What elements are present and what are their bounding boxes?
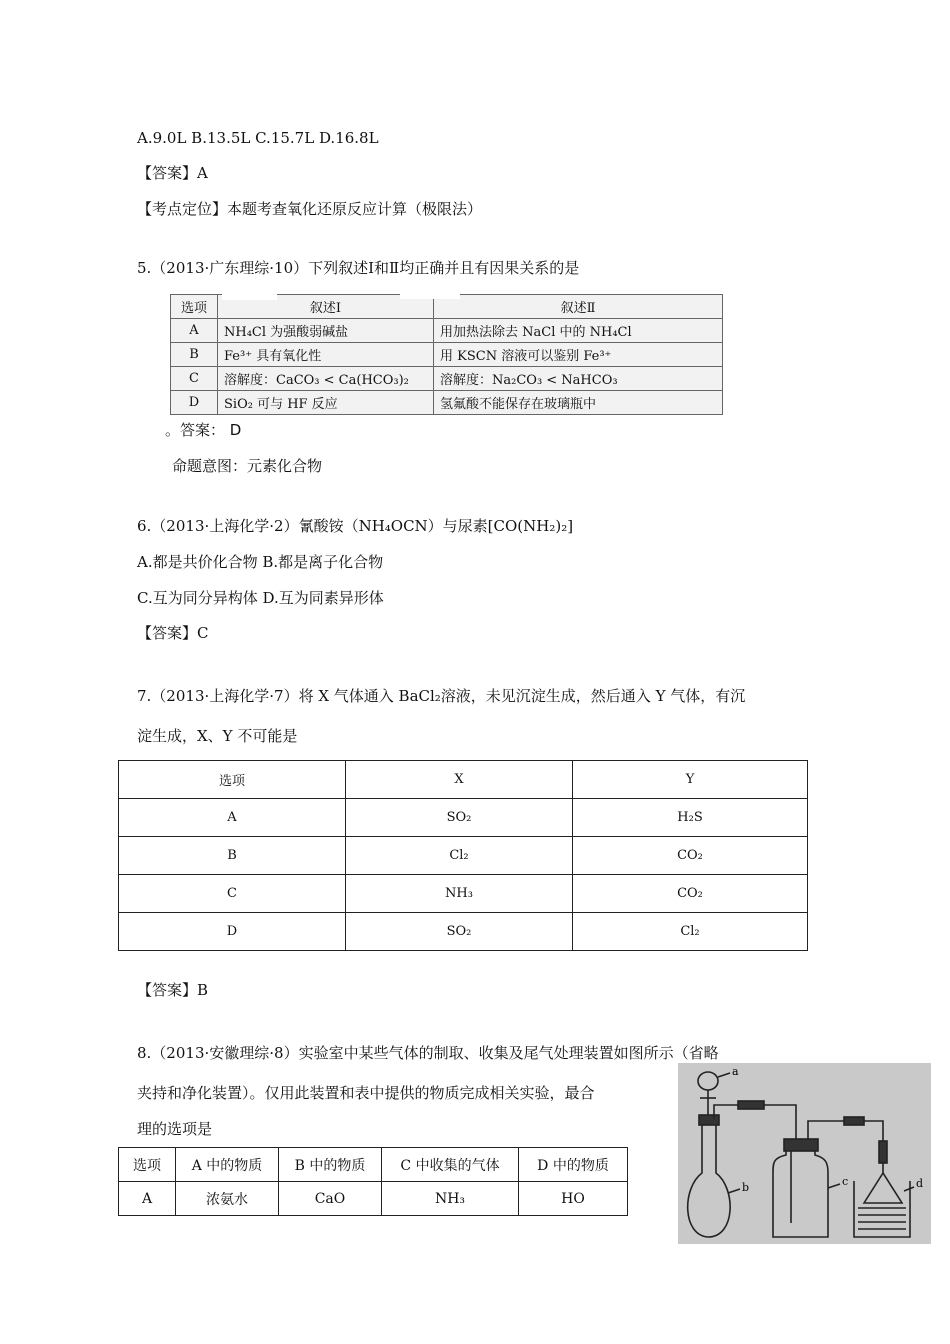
- q7-answer: 【答案】B: [137, 981, 209, 999]
- table-header: 叙述Ⅰ: [218, 295, 434, 319]
- table-cell: Fe³⁺ 具有氧化性: [218, 343, 434, 367]
- table-cell: A: [119, 1182, 176, 1216]
- table-row: [171, 319, 723, 343]
- q5-table: [170, 294, 723, 415]
- bottle-stopper: [784, 1139, 818, 1151]
- q7-stem-line2: 淀生成，X、Y 不可能是: [137, 727, 298, 745]
- q4-answer: 【答案】A: [137, 164, 208, 182]
- table-cell: HO: [519, 1182, 628, 1216]
- table-row: [119, 1182, 628, 1216]
- table-cell: Cl₂: [346, 837, 573, 875]
- table-cell: Cl₂: [573, 913, 808, 951]
- table-cell: C: [119, 875, 346, 913]
- table-header-row: [119, 761, 808, 799]
- table-cell: CaO: [279, 1182, 382, 1216]
- table-cell: A: [119, 799, 346, 837]
- label-b: b: [742, 1181, 750, 1194]
- table-header: 叙述Ⅱ: [434, 295, 723, 319]
- q5-intent: 命题意图：元素化合物: [172, 457, 323, 475]
- table-cell: 浓氨水: [176, 1182, 279, 1216]
- q8-stem-line1: 8.（2013·安徽理综·8）实验室中某些气体的制取、收集及尾气处理装置如图所示（省略: [137, 1044, 719, 1062]
- table-cell: NH₄Cl 为强酸弱碱盐: [218, 319, 434, 343]
- table-row: [119, 837, 808, 875]
- table-cell: 溶解度：Na₂CO₃ < NaHCO₃: [434, 367, 723, 391]
- table-header: X: [346, 761, 573, 799]
- q8-stem-line3: 理的选项是: [137, 1120, 213, 1138]
- table-cell: 氢氟酸不能保存在玻璃瓶中: [434, 391, 723, 415]
- table-cell: NH₃: [346, 875, 573, 913]
- q5-answer: 。答案： D: [165, 421, 242, 439]
- table-cell: NH₃: [382, 1182, 519, 1216]
- table-cell: A: [171, 319, 218, 343]
- rubber-joint-3: [879, 1141, 887, 1163]
- label-c: c: [842, 1175, 849, 1188]
- table-header: 选项: [171, 295, 218, 319]
- q7-stem-line1: 7.（2013·上海化学·7）将 X 气体通入 BaCl₂溶液，未见沉淀生成，然后通入 Y 气体，有沉: [137, 687, 746, 705]
- q8-table: [118, 1147, 628, 1216]
- table-cell: B: [119, 837, 346, 875]
- table-cell: CO₂: [573, 875, 808, 913]
- q6-stem: 6.（2013·上海化学·2）氰酸铵（NH₄OCN）与尿素[CO(NH₂)₂]: [137, 517, 574, 535]
- q6-options-ab: A.都是共价化合物 B.都是离子化合物: [137, 553, 384, 571]
- table-cell: D: [119, 913, 346, 951]
- table-cell: SO₂: [346, 913, 573, 951]
- table-cell: SO₂: [346, 799, 573, 837]
- table-cell: SiO₂ 可与 HF 反应: [218, 391, 434, 415]
- flask-stopper: [699, 1115, 719, 1125]
- table-row: [171, 391, 723, 415]
- table-cell: C: [171, 367, 218, 391]
- label-a: a: [732, 1065, 739, 1078]
- table-cell: 用 KSCN 溶液可以鉴别 Fe³⁺: [434, 343, 723, 367]
- label-d: d: [916, 1177, 924, 1190]
- rubber-joint-2: [844, 1117, 864, 1125]
- scan-mask: [222, 290, 277, 300]
- table-row: [119, 913, 808, 951]
- apparatus-figure: [678, 1063, 931, 1244]
- table-header: Y: [573, 761, 808, 799]
- table-header: C 中收集的气体: [382, 1148, 519, 1182]
- table-header: 选项: [119, 1148, 176, 1182]
- table-cell: B: [171, 343, 218, 367]
- table-cell: 溶解度：CaCO₃ < Ca(HCO₃)₂: [218, 367, 434, 391]
- table-cell: CO₂: [573, 837, 808, 875]
- table-cell: H₂S: [573, 799, 808, 837]
- table-header: A 中的物质: [176, 1148, 279, 1182]
- table-row: [171, 343, 723, 367]
- rubber-joint-1: [738, 1101, 764, 1109]
- q8-stem-line2: 夹持和净化装置）。仅用此装置和表中提供的物质完成相关实验，最合: [137, 1084, 595, 1102]
- table-row: [171, 367, 723, 391]
- q7-table: [118, 760, 808, 951]
- table-header: B 中的物质: [279, 1148, 382, 1182]
- table-header: D 中的物质: [519, 1148, 628, 1182]
- q5-stem: 5.（2013·广东理综·10）下列叙述Ⅰ和Ⅱ均正确并且有因果关系的是: [137, 259, 580, 277]
- table-header: 选项: [119, 761, 346, 799]
- table-cell: D: [171, 391, 218, 415]
- q6-options-cd: C.互为同分异构体 D.互为同素异形体: [137, 589, 384, 607]
- table-header-row: [119, 1148, 628, 1182]
- table-row: [119, 799, 808, 837]
- scan-mask: [400, 290, 460, 299]
- q6-answer: 【答案】C: [137, 624, 209, 642]
- q4-options: A.9.0L B.13.5L C.15.7L D.16.8L: [137, 129, 379, 147]
- table-row: [119, 875, 808, 913]
- table-cell: 用加热法除去 NaCl 中的 NH₄Cl: [434, 319, 723, 343]
- q4-point: 【考点定位】本题考查氧化还原反应计算（极限法）: [137, 200, 483, 218]
